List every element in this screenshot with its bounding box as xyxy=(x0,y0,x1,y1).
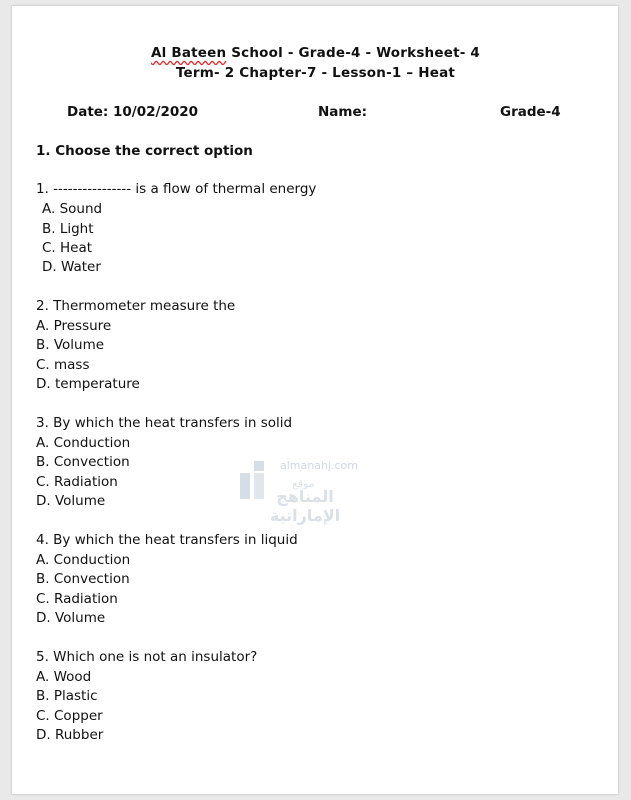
option-4c: C. Radiation xyxy=(36,591,118,607)
question-4: 4. By which the heat transfers in liquid xyxy=(36,532,298,548)
grade-label: Grade-4 xyxy=(500,104,561,120)
header-title-line2: Term- 2 Chapter-7 - Lesson-1 – Heat xyxy=(175,65,456,81)
option-2d: D. temperature xyxy=(36,376,140,392)
option-4a: A. Conduction xyxy=(36,552,131,568)
header-title-line1 xyxy=(0,45,631,61)
name-label: Name: xyxy=(318,104,368,120)
option-5d: D. Rubber xyxy=(36,727,104,743)
option-3d: D. Volume xyxy=(36,493,106,509)
watermark-site: almanahj.com xyxy=(280,459,358,472)
option-1a: A. Sound xyxy=(42,201,103,217)
option-1d: D. Water xyxy=(42,259,101,275)
question-2: 2. Thermometer measure the xyxy=(36,298,236,314)
option-3c: C. Radiation xyxy=(36,474,118,490)
question-1: 1. ---------------- is a flow of thermal energy xyxy=(36,181,317,197)
question-5: 5. Which one is not an insulator? xyxy=(36,649,258,665)
option-2c: C. mass xyxy=(36,357,90,373)
worksheet-page xyxy=(12,6,618,794)
school-name: Al Bateen xyxy=(150,45,227,61)
watermark-arabic-small: موقع xyxy=(292,477,315,490)
option-1b: B. Light xyxy=(42,221,94,237)
header-title-rest: School - Grade-4 - Worksheet- 4 xyxy=(226,45,481,61)
option-4d: D. Volume xyxy=(36,610,106,626)
question-3: 3. By which the heat transfers in solid xyxy=(36,415,293,431)
section-title: 1. Choose the correct option xyxy=(36,143,253,159)
option-5a: A. Wood xyxy=(36,669,92,685)
date-label: Date: 10/02/2020 xyxy=(67,104,199,120)
option-1c: C. Heat xyxy=(42,240,93,256)
option-5c: C. Copper xyxy=(36,708,103,724)
option-2b: B. Volume xyxy=(36,337,105,353)
option-2a: A. Pressure xyxy=(36,318,112,334)
option-3b: B. Convection xyxy=(36,454,130,470)
option-5b: B. Plastic xyxy=(36,688,98,704)
option-4b: B. Convection xyxy=(36,571,130,587)
watermark-arabic: المناهج الإماراتية xyxy=(269,487,341,525)
option-3a: A. Conduction xyxy=(36,435,131,451)
